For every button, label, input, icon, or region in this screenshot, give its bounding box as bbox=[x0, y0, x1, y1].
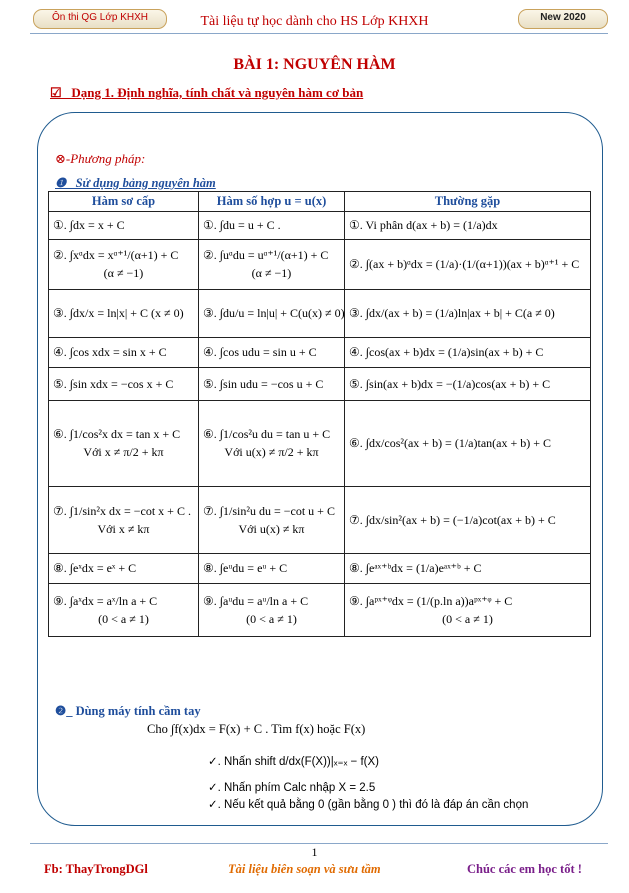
formula-text: ⑥. ∫1/cos²x dx = tan x + C bbox=[53, 427, 181, 441]
antiderivative-table bbox=[48, 191, 591, 637]
formula-text: ②. ∫xᵅdx = xᵅ⁺¹/(α+1) + C bbox=[53, 248, 179, 262]
subsection-calculator-heading: ❷_ Dùng máy tính cầm tay bbox=[55, 704, 201, 718]
cell-composite bbox=[199, 212, 345, 240]
formula-condition: Với u(x) ≠ π/2 + kπ bbox=[224, 445, 319, 459]
subsection-table-heading: ❶_ Sử dụng bảng nguyên hàm bbox=[55, 176, 216, 190]
footer-source: Tài liệu biên soạn và sưu tầm bbox=[228, 862, 381, 876]
table-row bbox=[49, 584, 591, 637]
formula-condition: Với u(x) ≠ kπ bbox=[238, 521, 305, 536]
cell-composite bbox=[199, 487, 345, 554]
formula-text: ⑧. ∫eˣdx = eˣ + C bbox=[53, 561, 137, 575]
lesson-title: BÀI 1: NGUYÊN HÀM bbox=[233, 56, 396, 73]
formula-text: ⑨. ∫aˣdx = aˣ/ln a + C bbox=[53, 593, 158, 608]
cell-elementary bbox=[49, 290, 199, 338]
formula-text: ②. ∫(ax + b)ᵅdx = (1/a)·(1/(α+1))(ax + b)ᵅ⁺¹ + C bbox=[349, 257, 580, 271]
page-number: 1 bbox=[311, 845, 318, 859]
formula-condition: Với x ≠ kπ bbox=[97, 521, 150, 536]
footer-divider bbox=[30, 843, 608, 844]
formula-text: ⑧. ∫eᵘdu = eᵘ + C bbox=[203, 561, 288, 575]
cell-composite bbox=[199, 401, 345, 487]
formula-text: ⑨. ∫aᵘdu = aᵘ/ln a + C bbox=[203, 593, 309, 608]
formula-text: ③. ∫du/u = ln|u| + C(u(x) ≠ 0) bbox=[203, 306, 345, 320]
formula-text: ④. ∫cos udu = sin u + C bbox=[203, 345, 317, 359]
table-row bbox=[49, 401, 591, 487]
cell-common bbox=[345, 584, 591, 637]
formula-text: ①. ∫du = u + C . bbox=[203, 218, 281, 232]
formula-text: ④. ∫cos xdx = sin x + C bbox=[53, 345, 167, 359]
footer-wishes: Chúc các em học tốt ! bbox=[467, 862, 582, 876]
table-row bbox=[49, 487, 591, 554]
cell-elementary bbox=[49, 487, 199, 554]
formula-text: ⑥. ∫dx/cos²(ax + b) = (1/a)tan(ax + b) + C bbox=[349, 436, 551, 450]
column-header-composite: Hàm số hợp u = u(x) bbox=[199, 192, 345, 212]
formula-condition: (0 < a ≠ 1) bbox=[246, 611, 297, 626]
formula-text: ⑤. ∫sin xdx = −cos x + C bbox=[53, 376, 174, 391]
cell-common bbox=[345, 368, 591, 401]
formula-text: ⑧. ∫eᵃˣ⁺ᵇdx = (1/a)eᵃˣ⁺ᵇ + C bbox=[349, 561, 482, 575]
formula-text: ①. Vi phân d(ax + b) = (1/a)dx bbox=[349, 218, 498, 232]
cell-elementary bbox=[49, 240, 199, 290]
formula-text: ⑦. ∫1/sin²x dx = −cot x + C . bbox=[53, 503, 191, 518]
cell-common bbox=[345, 554, 591, 584]
cell-common bbox=[345, 290, 591, 338]
table-row bbox=[49, 554, 591, 584]
cell-composite bbox=[199, 240, 345, 290]
footer-facebook: Fb: ThayTrongDGl bbox=[44, 862, 148, 876]
formula-text: ②. ∫uᵅdu = uᵅ⁺¹/(α+1) + C bbox=[203, 248, 329, 262]
calculator-step-3: ✓. Nếu kết quả bằng 0 (gần bằng 0 ) thì đó là đáp án cần chọn bbox=[208, 799, 529, 811]
column-header-common: Thường gặp bbox=[345, 192, 591, 212]
table-row bbox=[49, 212, 591, 240]
formula-text: ③. ∫dx/x = ln|x| + C (x ≠ 0) bbox=[53, 306, 184, 320]
formula-text: ④. ∫cos(ax + b)dx = (1/a)sin(ax + b) + C bbox=[349, 345, 544, 359]
formula-text: ⑤. ∫sin udu = −cos u + C bbox=[203, 376, 324, 391]
cell-composite bbox=[199, 338, 345, 368]
table-row bbox=[49, 338, 591, 368]
cell-common bbox=[345, 338, 591, 368]
cell-elementary bbox=[49, 338, 199, 368]
cell-elementary bbox=[49, 554, 199, 584]
formula-text: ⑦. ∫dx/sin²(ax + b) = (−1/a)cot(ax + b) + C bbox=[349, 512, 556, 527]
cell-composite bbox=[199, 584, 345, 637]
table-header-row bbox=[49, 192, 591, 212]
column-header-elementary: Hàm sơ cấp bbox=[49, 192, 199, 212]
table-row bbox=[49, 290, 591, 338]
formula-condition: (0 < a ≠ 1) bbox=[442, 611, 493, 626]
header-divider bbox=[30, 33, 608, 34]
formula-condition: (0 < a ≠ 1) bbox=[98, 611, 149, 626]
cell-elementary bbox=[49, 212, 199, 240]
cell-composite bbox=[199, 554, 345, 584]
year-badge: New 2020 bbox=[518, 9, 608, 29]
cell-elementary bbox=[49, 584, 199, 637]
formula-text: ⑥. ∫1/cos²u du = tan u + C bbox=[203, 427, 331, 441]
cell-composite bbox=[199, 290, 345, 338]
cell-common bbox=[345, 240, 591, 290]
formula-text: ⑤. ∫sin(ax + b)dx = −(1/a)cos(ax + b) + C bbox=[349, 376, 551, 391]
formula-condition: Với x ≠ π/2 + kπ bbox=[83, 445, 164, 459]
cell-common bbox=[345, 212, 591, 240]
table-row bbox=[49, 240, 591, 290]
formula-condition: (α ≠ −1) bbox=[251, 266, 292, 280]
section-heading: ☑_ Dạng 1. Định nghĩa, tính chất và nguyên hàm cơ bản bbox=[50, 85, 364, 100]
table-row bbox=[49, 368, 591, 401]
calculator-intro: Cho ∫f(x)dx = F(x) + C . Tìm f(x) hoặc F(x) bbox=[147, 722, 366, 736]
formula-text: ⑦. ∫1/sin²u du = −cot u + C bbox=[203, 503, 335, 518]
formula-text: ⑨. ∫aᵖˣ⁺ᵠdx = (1/(p.ln a))aᵖˣ⁺ᵠ + C bbox=[349, 593, 513, 608]
cell-common bbox=[345, 401, 591, 487]
cell-elementary bbox=[49, 401, 199, 487]
calculator-step-2: ✓. Nhấn phím Calc nhập X = 2.5 bbox=[208, 782, 376, 794]
cell-common bbox=[345, 487, 591, 554]
method-label: ⊗-Phương pháp: bbox=[55, 151, 146, 166]
header-title: Tài liệu tự học dành cho HS Lớp KHXH bbox=[200, 14, 429, 29]
calculator-step-1: ✓. Nhấn shift d/dx(F(X))|ₓ₌ₓ − f(X) bbox=[208, 756, 379, 768]
cell-elementary bbox=[49, 368, 199, 401]
formula-condition: (α ≠ −1) bbox=[103, 266, 144, 280]
formula-text: ①. ∫dx = x + C bbox=[53, 218, 125, 232]
cell-composite bbox=[199, 368, 345, 401]
course-badge: Ôn thi QG Lớp KHXH bbox=[33, 9, 167, 29]
formula-text: ③. ∫dx/(ax + b) = (1/a)ln|ax + b| + C(a ≠ 0) bbox=[349, 306, 555, 320]
